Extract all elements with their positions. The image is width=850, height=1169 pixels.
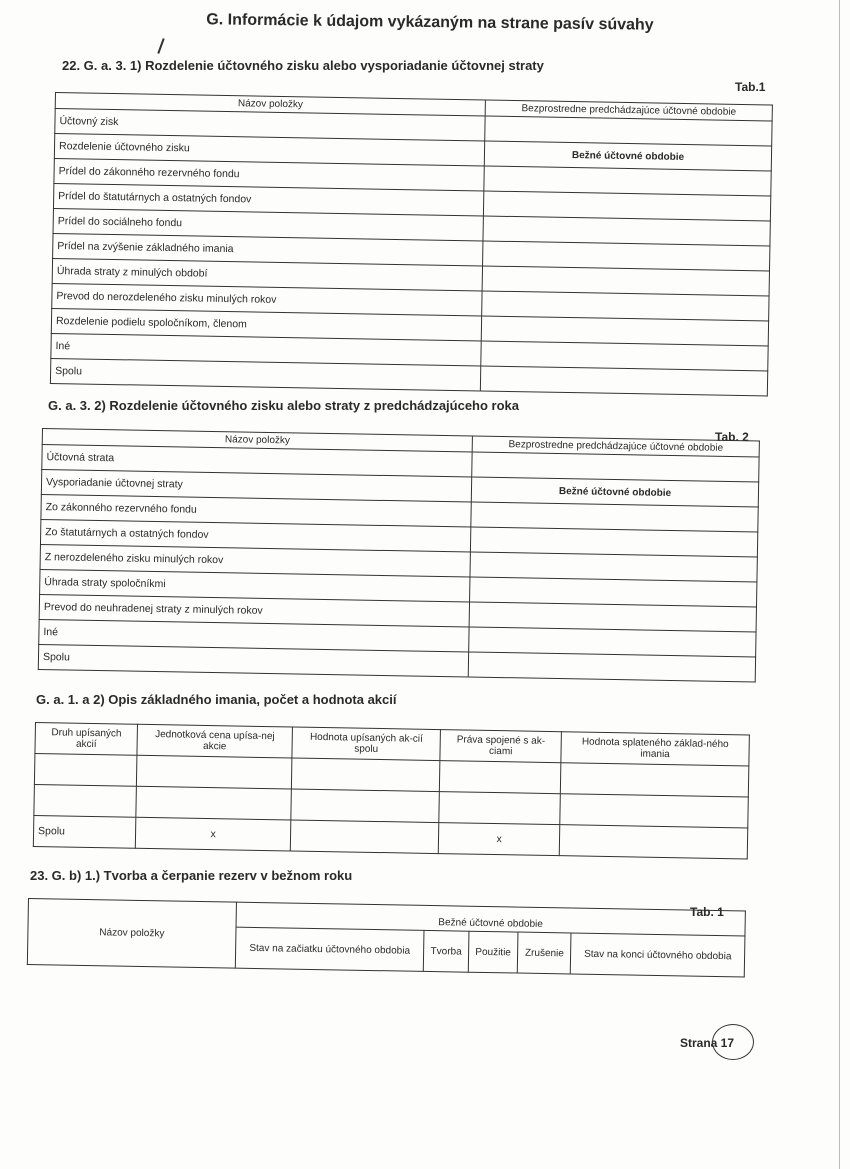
row-label: Účtovný zisk xyxy=(55,109,486,142)
hand-drawn-circle xyxy=(712,1024,754,1060)
col-header: Stav na začiatku účtovného obdobia xyxy=(235,927,424,971)
loss-settlement-table xyxy=(38,428,760,682)
row-label: Z nerozdeleného zisku minulých rokov xyxy=(40,544,471,577)
col-header: Práva spojené s ak-ciami xyxy=(440,730,561,763)
col-header: Hodnota upísaných ak-cií spolu xyxy=(292,727,441,761)
row-label: Rozdelenie podielu spoločníkom, členom xyxy=(51,308,482,341)
row-label: Iné xyxy=(39,619,470,652)
section4-heading: 23. G. b) 1.) Tvorba a čerpanie rezerv v bežnom roku xyxy=(30,868,353,883)
page-edge xyxy=(839,0,840,1169)
row-label: Zo štatutárnych a ostatných fondov xyxy=(40,519,471,552)
x-mark: x xyxy=(136,817,291,851)
row-label: Prídel do sociálneho fondu xyxy=(53,208,484,241)
row-label: Prevod do nerozdeleného zisku minulých rokov xyxy=(52,283,483,316)
share-capital-table xyxy=(33,722,750,859)
col-header-name: Názov položky xyxy=(42,429,472,453)
row-label: Zo zákonného rezervného fondu xyxy=(41,494,472,527)
col-header: Tvorba xyxy=(424,930,469,972)
col-header: Druh upísaných akcií xyxy=(35,723,138,756)
col-header-name: Názov položky xyxy=(55,93,485,117)
total-label: Spolu xyxy=(33,815,136,848)
row-label: Účtovná strata xyxy=(42,445,473,478)
page-title: G. Informácie k údajom vykázaným na strane pasív súvahy xyxy=(206,11,654,34)
row-label: Vysporiadanie účtovnej straty xyxy=(41,470,472,503)
row-label: Prídel do zákonného rezervného fondu xyxy=(54,158,485,191)
section1-tab: Tab.1 xyxy=(735,80,766,94)
row-label: Spolu xyxy=(50,358,481,391)
subheader-current: Bežné účtovné obdobie xyxy=(471,477,758,507)
reserves-table xyxy=(27,898,746,978)
row-label: Prídel do štatutárnych a ostatných fondov xyxy=(53,183,484,216)
section2-heading: G. a. 3. 2) Rozdelenie účtovného zisku alebo straty z predchádzajúceho roka xyxy=(48,398,520,413)
col-header: Stav na konci účtovného obdobia xyxy=(571,933,745,977)
col-header: Zrušenie xyxy=(518,932,572,974)
subheader-current: Bežné účtovné obdobie xyxy=(484,141,771,171)
section1-heading: 22. G. a. 3. 1) Rozdelenie účtovného zisku alebo vysporiadanie účtovnej straty xyxy=(62,58,544,73)
col-header-period: Bežné účtovné obdobie xyxy=(236,902,745,936)
page-number: Strana 17 xyxy=(680,1036,735,1050)
row-label: Prevod do neuhradenej straty z minulých rokov xyxy=(39,594,470,627)
row-label: Iné xyxy=(51,333,482,366)
x-mark: x xyxy=(439,823,560,856)
row-label: Úhrada straty spoločníkmi xyxy=(40,569,471,602)
col-header-name: Názov položky xyxy=(27,899,236,969)
section4-tab: Tab. 1 xyxy=(690,905,724,919)
row-label: Spolu xyxy=(38,644,469,677)
row-label: Úhrada straty z minulých období xyxy=(52,258,483,291)
profit-distribution-table xyxy=(50,92,773,396)
pen-mark xyxy=(157,38,164,54)
col-header: Hodnota splateného základ-ného imania xyxy=(561,732,749,766)
col-header: Použitie xyxy=(468,931,518,973)
col-header-prev: Bezprostredne predchádzajúce účtovné obdobie xyxy=(472,436,759,457)
row-label: Prídel na zvýšenie základného imania xyxy=(53,233,484,266)
col-header-prev: Bezprostredne predchádzajúce účtovné obdobie xyxy=(485,100,772,121)
col-header: Jednotková cena upísa-nej akcie xyxy=(137,724,292,758)
section3-heading: G. a. 1. a 2) Opis základného imania, počet a hodnota akcií xyxy=(36,692,397,707)
row-label: Rozdelenie účtovného zisku xyxy=(54,134,485,167)
section2-tab: Tab. 2 xyxy=(715,430,749,444)
